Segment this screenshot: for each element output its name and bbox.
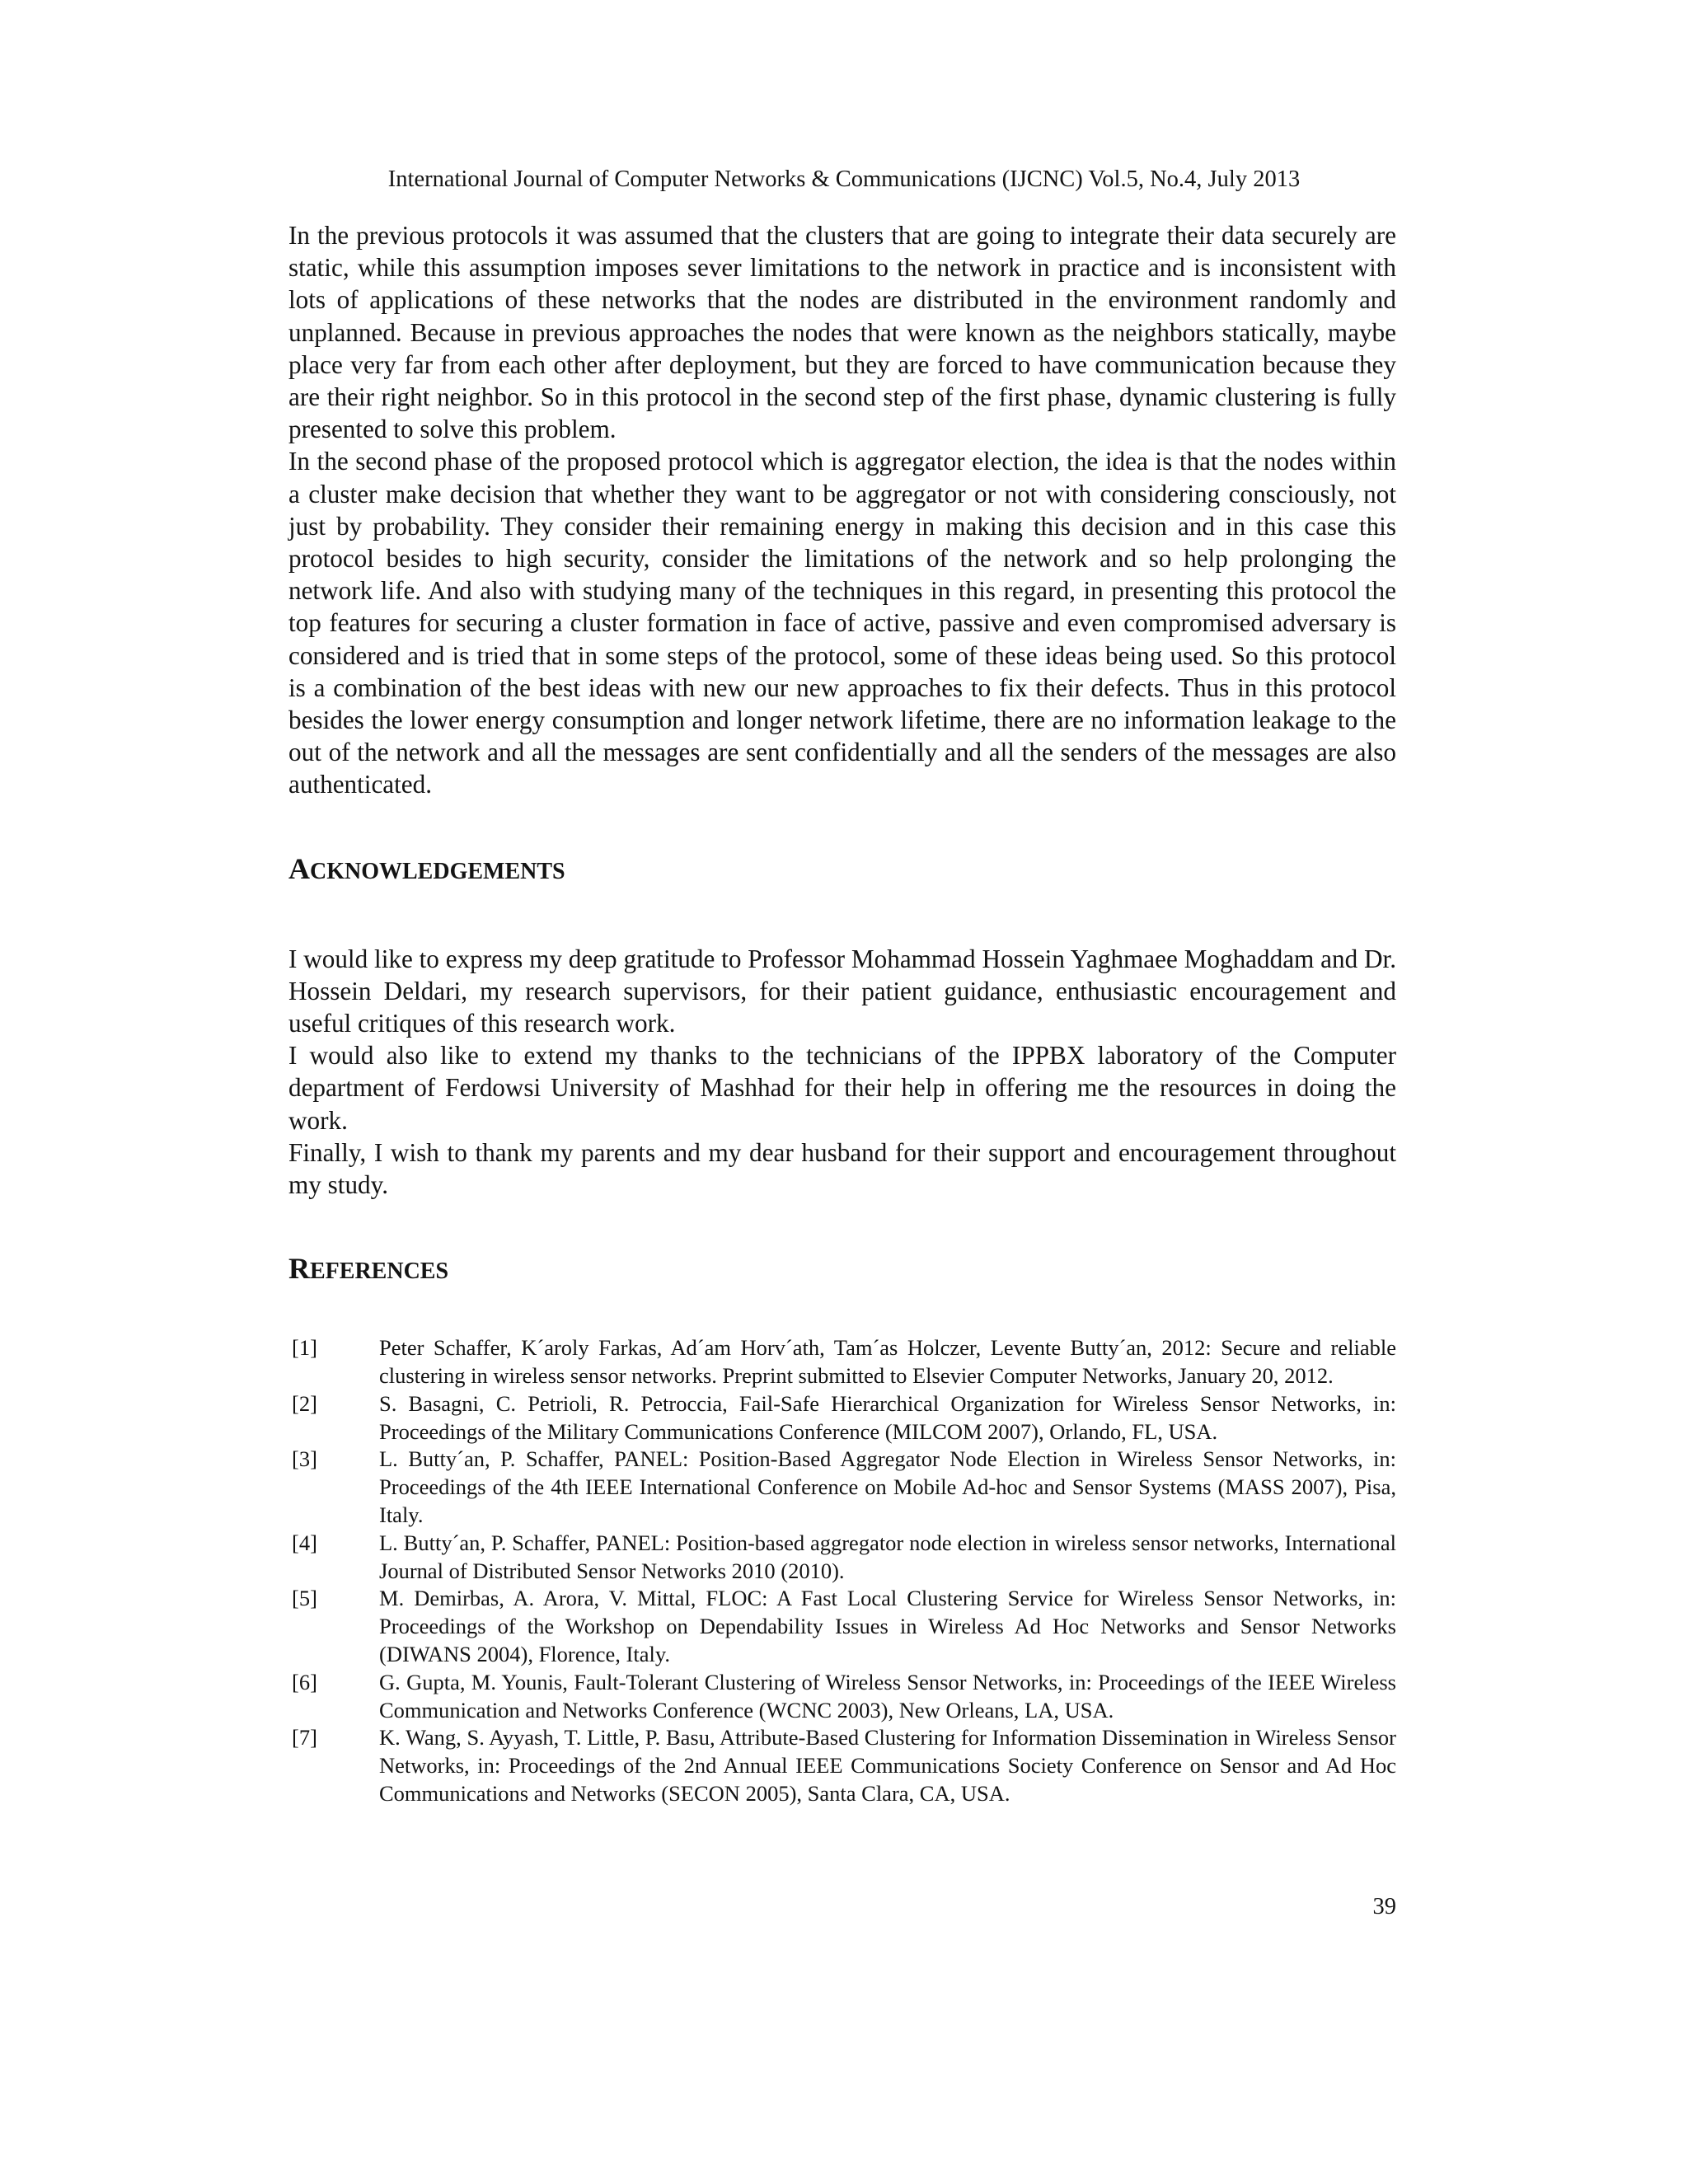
body-section: [288, 219, 1396, 801]
reference-item: [288, 1530, 1396, 1586]
reference-text: L. Butty´an, P. Schaffer, PANEL: Position-Based Aggregator Node Election in Wireless Sensor Networks, in: Proceedings of the 4th IEEE International Conference on Mobile Ad-hoc and Sensor Systems (MASS 2007), Pisa, Italy.: [379, 1446, 1396, 1528]
reference-text: M. Demirbas, A. Arora, V. Mittal, FLOC: A Fast Local Clustering Service for Wireless Sensor Networks, in: Proceedings of the Workshop on Dependability Issues in Wireless Ad Hoc Networks and Sensor Networks (DIWANS 2004), Florence, Italy.: [379, 1586, 1396, 1667]
reference-item: [288, 1669, 1396, 1725]
reference-text: S. Basagni, C. Petrioli, R. Petroccia, Fail-Safe Hierarchical Organization for Wireless Sensor Networks, in: Proceedings of the Military Communications Conference (MILCOM 2007), Orlando, FL, USA.: [379, 1390, 1396, 1444]
acknowledgements-heading-rest: CKNOWLEDGEMENTS: [310, 858, 565, 884]
reference-number: [4]: [292, 1530, 317, 1555]
page-number: 39: [1372, 1894, 1396, 1919]
reference-item: [288, 1724, 1396, 1807]
acknowledgements-heading-initial: A: [288, 851, 310, 885]
body-paragraph-2: In the second phase of the proposed protocol which is aggregator election, the idea is that the nodes within a cluster make decision that whether they want to be aggregator or not with considering consciously, not just by probability. They consider their remaining energy in making this decision and in this case this protocol besides to high security, consider the limitations of the network and so help prolonging the network life. And also with studying many of the techniques in this regard, in presenting this protocol the top features for securing a cluster formation in face of active, passive and even compromised adversary is considered and is tried that in some steps of the protocol, some of these ideas being used. So this protocol is a combination of the best ideas with new our new approaches to fix their defects. Thus in this protocol besides the lower energy consumption and longer network lifetime, there are no information leakage to the out of the network and all the messages are sent confidentially and all the senders of the messages are also authenticated.: [288, 447, 1396, 799]
acknowledgements-paragraph-1: I would like to express my deep gratitude to Professor Mohammad Hossein Yaghmaee Moghaddam and Dr. Hossein Deldari, my research supervisors, for their patient guidance, enthusiastic encouragement and useful critiques of this research work.: [288, 944, 1396, 1038]
body-paragraph-1: In the previous protocols it was assumed that the clusters that are going to integrate their data securely are static, while this assumption imposes sever limitations to the network in practice and is inconsistent with lots of applications of these networks that the nodes are distributed in the environment randomly and unplanned. Because in previous approaches the nodes that were known as the neighbors statically, maybe place very far from each other after deployment, but they are forced to have communication because they are their right neighbor. So in this protocol in the second step of the first phase, dynamic clustering is fully presented to solve this problem.: [288, 221, 1396, 444]
reference-text: Peter Schaffer, K´aroly Farkas, Ad´am Horv´ath, Tam´as Holczer, Levente Butty´an, 2012: Secure and reliable clustering in wireless sensor networks. Preprint submitted to Elsevier Computer Networks, January 20, 2012.: [379, 1335, 1396, 1389]
reference-number: [7]: [292, 1725, 317, 1750]
acknowledgements-heading: [288, 851, 1396, 890]
acknowledgements-paragraph-2: I would also like to extend my thanks to the technicians of the IPPBX laboratory of the Computer department of Ferdowsi University of Mashhad for their help in offering me the resources in doing the work.: [288, 1041, 1396, 1135]
reference-text: K. Wang, S. Ayyash, T. Little, P. Basu, Attribute-Based Clustering for Information Dissemination in Wireless Sensor Networks, in: Proceedings of the 2nd Annual IEEE Communications Society Conference on Sensor and Ad Hoc Communications and Networks (SECON 2005), Santa Clara, CA, USA.: [379, 1725, 1396, 1807]
reference-item: [288, 1585, 1396, 1668]
reference-number: [1]: [292, 1335, 317, 1361]
page-content: [288, 219, 1396, 1808]
reference-text: L. Butty´an, P. Schaffer, PANEL: Position-based aggregator node election in wireless sensor networks, International Journal of Distributed Sensor Networks 2010 (2010).: [379, 1530, 1396, 1583]
references-heading: [288, 1250, 1396, 1290]
acknowledgements-section: [288, 943, 1396, 1202]
reference-number: [6]: [292, 1669, 317, 1694]
references-heading-initial: R: [288, 1252, 310, 1286]
reference-number: [3]: [292, 1446, 317, 1472]
references-heading-rest: EFERENCES: [310, 1258, 449, 1285]
running-header: International Journal of Computer Networks & Communications (IJCNC) Vol.5, No.4, July 2013: [387, 166, 1301, 192]
reference-number: [2]: [292, 1390, 317, 1416]
reference-item: [288, 1390, 1396, 1446]
reference-text: G. Gupta, M. Younis, Fault-Tolerant Clustering of Wireless Sensor Networks, in: Proceedings of the IEEE Wireless Communication and Networks Conference (WCNC 2003), New Orleans, LA, USA.: [379, 1669, 1396, 1722]
reference-number: [5]: [292, 1586, 317, 1611]
acknowledgements-paragraph-3: Finally, I wish to thank my parents and my dear husband for their support and encouragement throughout my study.: [288, 1137, 1396, 1200]
reference-list: [288, 1334, 1396, 1808]
reference-item: [288, 1334, 1396, 1390]
reference-item: [288, 1446, 1396, 1529]
